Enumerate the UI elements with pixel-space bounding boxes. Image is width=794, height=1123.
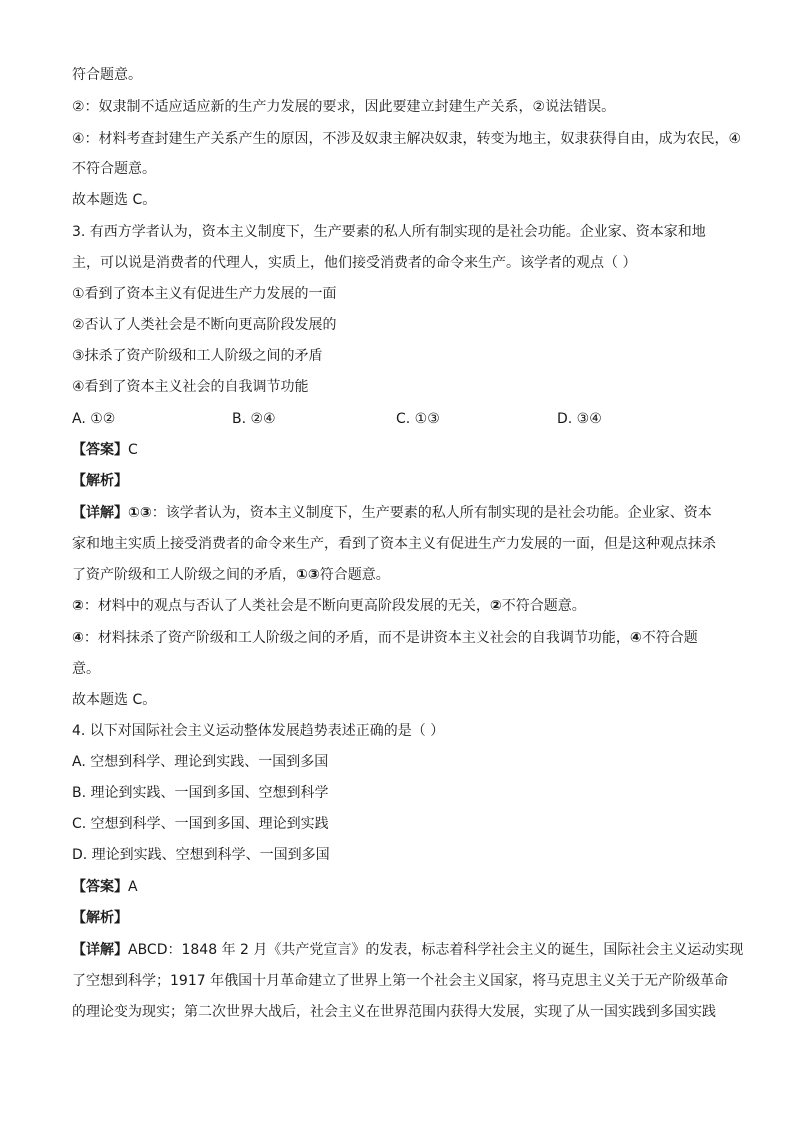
q4-detail-line-1 [72,941,744,959]
q3-answer-tag: 【答案】 [72,442,128,458]
q3-item-2: ②否认了人类社会是不断向更高阶段发展的 [72,317,337,333]
q3-detail-3c: 符合题意。 [319,567,390,583]
q3-detail-5d: 不符合题 [641,630,698,646]
q3-detail-line-1 [72,504,732,522]
q4-detail-1-text: ABCD：1848 年 2 月《共产党宣言》的发表，标志着科学社会主义的诞生，国际社会主义运动实现 [128,942,744,958]
q3-item-4: ④看到了资本主义社会的自我调节功能 [72,379,309,395]
q4-answer-value: A [128,879,138,895]
q4-option-a: A. 空想到科学、理论到实践、一国到多国 [72,754,329,770]
q3-answer-value: C [128,442,138,458]
q3-detail-5a: ④ [72,630,84,646]
q3-detail-tag: 【详解】 [72,505,128,521]
q4-stem: 4. 以下对国际社会主义运动整体发展趋势表述正确的是（ ） [72,723,445,739]
q3-detail-5b: ：材料抹杀了资产阶级和工人阶级之间的矛盾，而不是讲资本主义社会的自我调节功能， [83,630,630,646]
q3-detail-line-6: 意。 [72,661,100,677]
q3-detail-4a: ② [72,598,84,614]
q2-tail-line-3: ④：材料考查封建生产关系产生的原因，不涉及奴隶主解决奴隶，转变为地主，奴隶获得自由，成为农民，④ [72,131,742,147]
q3-detail-1-head: ①③ [128,505,152,521]
q3-answer [72,441,732,459]
q3-detail-line-2: 家和地主实质上接受消费者的命令来生产，看到了资本主义有促进生产力发展的一面，但是这种观点抹杀 [72,536,716,552]
q4-detail-line-3: 的理论变为现实；第二次世界大战后，社会主义在世界范围内获得大发展，实现了从一国实践到多国实践 [72,1004,716,1020]
q3-detail-3b: ①③ [296,567,320,583]
q3-option-b: B. ②④ [232,411,276,427]
q4-answer [72,878,732,896]
q3-option-d: D. ③④ [557,411,602,427]
q3-item-1: ①看到了资本主义有促进生产力发展的一面 [72,286,337,302]
q3-detail-3a: 了资产阶级和工人阶级之间的矛盾， [72,567,296,583]
q3-detail-1-text: ：该学者认为，资本主义制度下，生产要素的私人所有制实现的是社会功能。企业家、资本 [151,505,712,521]
q4-detail-line-2: 了空想到科学；1917 年俄国十月革命建立了世界上第一个社会主义国家，将马克思主义关于无产阶级革命 [72,973,729,989]
q3-detail-4c: ② [489,598,502,614]
q3-item-3: ③抹杀了资产阶级和工人阶级之间的矛盾 [72,348,323,364]
q3-detail-5c: ④ [629,630,642,646]
q2-tail-line-1: 符合题意。 [72,67,142,83]
q4-option-d: D. 理论到实践、空想到科学、一国到多国 [72,847,330,863]
q4-analysis-tag: 【解析】 [72,910,128,926]
q3-option-c: C. ①③ [396,411,440,427]
q3-detail-4b: ：材料中的观点与否认了人类社会是不断向更高阶段发展的无关， [83,598,490,614]
q4-detail-tag: 【详解】 [72,942,128,958]
q3-option-a: A. ①② [72,411,116,427]
q3-detail-line-5 [72,629,732,647]
q3-stem-line-1: 3. 有西方学者认为，资本主义制度下，生产要素的私人所有制实现的是社会功能。企业家、资本家和地 [72,224,706,240]
q3-detail-line-3 [72,566,732,584]
q4-option-c: C. 空想到科学、一国到多国、理论到实践 [72,816,329,832]
q3-conclusion: 故本题选 C。 [72,692,157,708]
q3-analysis-tag: 【解析】 [72,473,128,489]
q2-tail-line-4: 不符合题意。 [72,161,156,177]
q2-conclusion: 故本题选 C。 [72,192,157,208]
q4-answer-tag: 【答案】 [72,879,128,895]
q3-detail-line-4 [72,597,732,615]
q4-option-b: B. 理论到实践、一国到多国、空想到科学 [72,785,329,801]
q3-stem-line-2: 主，可以说是消费者的代理人，实质上，他们接受消费者的命令来生产。该学者的观点（ ） [72,255,637,271]
q3-detail-4d: 不符合题意。 [501,598,586,614]
q2-tail-line-2: ②：奴隶制不适应适应新的生产力发展的要求，因此要建立封建生产关系，②说法错误。 [72,99,616,115]
